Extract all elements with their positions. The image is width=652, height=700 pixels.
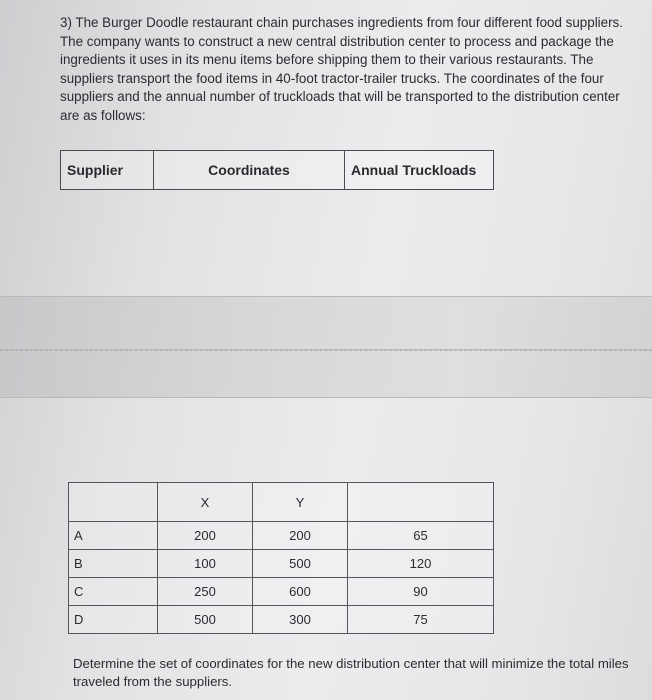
supplier-cell: C — [69, 578, 158, 606]
data-header-x: X — [158, 483, 253, 522]
table-row — [69, 606, 494, 634]
header-coordinates: Coordinates — [154, 151, 345, 190]
table-row — [69, 550, 494, 578]
problem-statement: 3) The Burger Doodle restaurant chain purchases ingredients from four different food suppliers. The company wants to construct a new central distribution center to process and package the ingredients it uses in its menu items before shipping them to their various restaurants. The suppliers transport the food items in 40-foot tractor-trailer trucks. The coordinates of the four suppliers and the annual number of truckloads that will be transported to the distribution center are as follows: — [60, 15, 623, 123]
x-cell: 250 — [158, 578, 253, 606]
header-table — [60, 150, 494, 190]
x-cell: 100 — [158, 550, 253, 578]
data-header-blank-truckloads — [348, 483, 494, 522]
y-cell: 200 — [253, 522, 348, 550]
truckloads-cell: 90 — [348, 578, 494, 606]
data-header-blank — [69, 483, 158, 522]
table-row — [69, 578, 494, 606]
truckloads-cell: 75 — [348, 606, 494, 634]
header-annual-truckloads: Annual Truckloads — [345, 151, 494, 190]
y-cell: 500 — [253, 550, 348, 578]
data-header-y: Y — [253, 483, 348, 522]
data-header-row — [69, 483, 494, 522]
x-cell: 500 — [158, 606, 253, 634]
header-supplier: Supplier — [61, 151, 154, 190]
supplier-cell: B — [69, 550, 158, 578]
truckloads-cell: 65 — [348, 522, 494, 550]
supplier-cell: D — [69, 606, 158, 634]
supplier-data-table — [68, 482, 494, 634]
supplier-cell: A — [69, 522, 158, 550]
y-cell: 600 — [253, 578, 348, 606]
x-cell: 200 — [158, 522, 253, 550]
gap-band-lower — [0, 350, 652, 398]
gap-band-upper — [0, 296, 652, 350]
header-row — [61, 151, 494, 190]
y-cell: 300 — [253, 606, 348, 634]
truckloads-cell: 120 — [348, 550, 494, 578]
table-row — [69, 522, 494, 550]
question-text: Determine the set of coordinates for the new distribution center that will minimize the total miles traveled from the suppliers. — [73, 656, 629, 689]
